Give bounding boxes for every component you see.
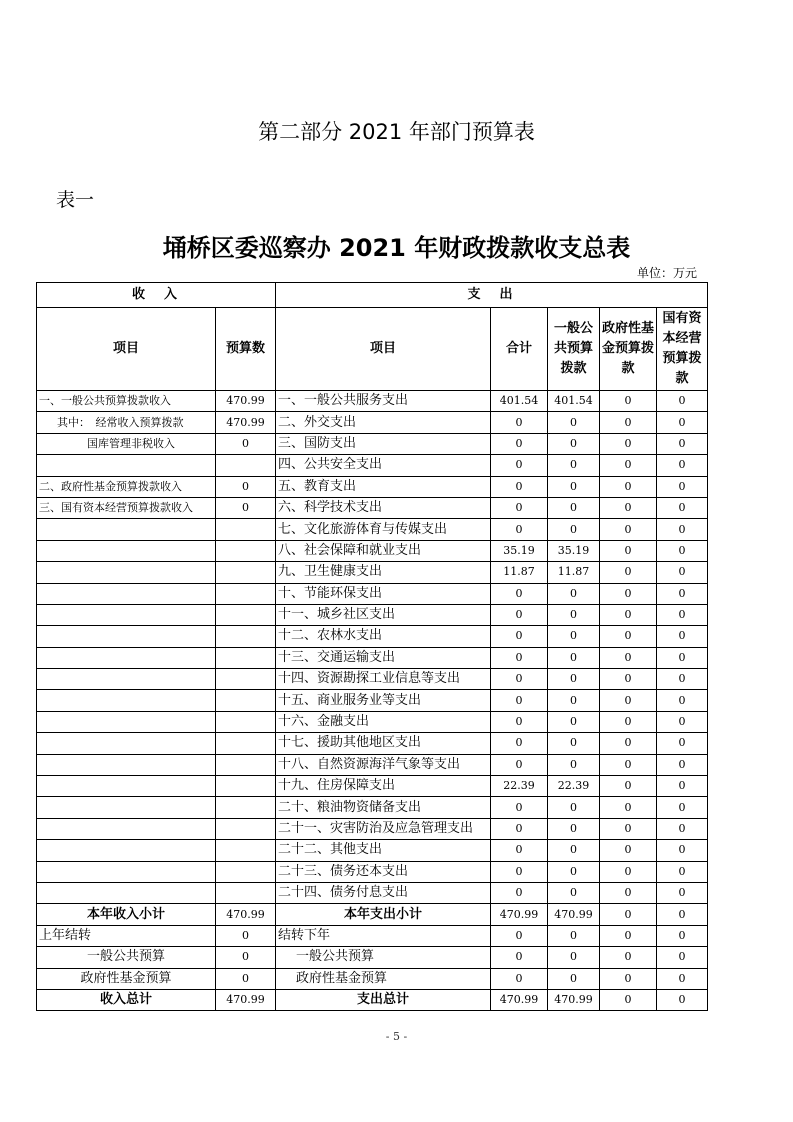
expense-total: 0 [491, 797, 548, 818]
col-total: 合计 [491, 308, 548, 391]
expense-capital: 0 [657, 562, 708, 583]
expense-general: 0 [548, 412, 600, 433]
expense-fund: 0 [600, 433, 657, 454]
expense-general: 0 [548, 733, 600, 754]
expense-subtotal-fund: 0 [600, 904, 657, 925]
expense-item: 十七、援助其他地区支出 [276, 733, 491, 754]
income-item [37, 818, 216, 839]
expense-item: 二十、粮油物资储备支出 [276, 797, 491, 818]
expense-fund: 0 [600, 733, 657, 754]
income-item [37, 754, 216, 775]
expense-capital: 0 [657, 519, 708, 540]
table-row [37, 412, 708, 433]
carry-out-fund-label: 政府性基金预算 [276, 968, 491, 989]
expense-total-general: 470.99 [548, 989, 600, 1010]
expense-total: 22.39 [491, 776, 548, 797]
table-row [37, 583, 708, 604]
expense-total: 0 [491, 412, 548, 433]
income-value [216, 690, 276, 711]
expense-capital: 0 [657, 818, 708, 839]
expense-item: 八、社会保障和就业支出 [276, 540, 491, 561]
expense-item: 七、文化旅游体育与传媒支出 [276, 519, 491, 540]
expense-total: 0 [491, 818, 548, 839]
expense-capital: 0 [657, 455, 708, 476]
carry-in-general-value: 0 [216, 947, 276, 968]
expense-capital: 0 [657, 669, 708, 690]
income-item [37, 861, 216, 882]
expense-total: 0 [491, 455, 548, 476]
carry-out-total: 0 [491, 925, 548, 946]
carry-fund-row [37, 968, 708, 989]
expense-capital: 0 [657, 626, 708, 647]
income-total-label: 收入总计 [37, 989, 216, 1010]
income-value: 0 [216, 433, 276, 454]
col-general-budget: 一般公共预算拨款 [548, 308, 600, 391]
expense-general: 11.87 [548, 562, 600, 583]
carry-out-label: 结转下年 [276, 925, 491, 946]
income-value [216, 797, 276, 818]
income-item: 一、一般公共预算拨款收入 [37, 391, 216, 412]
expense-capital: 0 [657, 540, 708, 561]
income-item: 国库管理非税收入 [37, 433, 216, 454]
income-item: 三、国有资本经营预算拨款收入 [37, 497, 216, 518]
table-row [37, 540, 708, 561]
table-row [37, 861, 708, 882]
carry-in-value: 0 [216, 925, 276, 946]
expense-total: 0 [491, 882, 548, 903]
income-item [37, 690, 216, 711]
table-row [37, 690, 708, 711]
page-number: - 5 - [385, 1030, 408, 1043]
expense-fund: 0 [600, 497, 657, 518]
expense-general: 22.39 [548, 776, 600, 797]
expense-fund: 0 [600, 840, 657, 861]
expense-total: 0 [491, 669, 548, 690]
expense-total: 0 [491, 711, 548, 732]
income-group-header: 收 入 [37, 283, 276, 308]
expense-item: 一、一般公共服务支出 [276, 391, 491, 412]
table-row [37, 562, 708, 583]
expense-capital: 0 [657, 776, 708, 797]
expense-fund: 0 [600, 626, 657, 647]
income-item [37, 882, 216, 903]
income-item: 其中： 经常收入预算拨款 [37, 412, 216, 433]
income-item [37, 604, 216, 625]
expense-item: 十五、商业服务业等支出 [276, 690, 491, 711]
expense-item: 三、国防支出 [276, 433, 491, 454]
table-row [37, 497, 708, 518]
income-value [216, 540, 276, 561]
expense-fund: 0 [600, 583, 657, 604]
expense-fund: 0 [600, 647, 657, 668]
expense-item: 二十三、债务还本支出 [276, 861, 491, 882]
expense-item: 九、卫生健康支出 [276, 562, 491, 583]
expense-total: 0 [491, 433, 548, 454]
income-value [216, 626, 276, 647]
expense-fund: 0 [600, 690, 657, 711]
carry-out-fund-general: 0 [548, 968, 600, 989]
expense-total-fund: 0 [600, 989, 657, 1010]
expense-capital: 0 [657, 690, 708, 711]
table-row [37, 754, 708, 775]
expense-total-capital: 0 [657, 989, 708, 1010]
expense-fund: 0 [600, 861, 657, 882]
expense-subtotal-capital: 0 [657, 904, 708, 925]
col-expense-item: 项目 [276, 308, 491, 391]
expense-capital: 0 [657, 647, 708, 668]
expense-general: 0 [548, 861, 600, 882]
expense-total: 0 [491, 690, 548, 711]
carry-out-general-total: 0 [491, 947, 548, 968]
expense-general: 0 [548, 690, 600, 711]
expense-capital: 0 [657, 476, 708, 497]
expense-total: 0 [491, 519, 548, 540]
expense-general: 0 [548, 455, 600, 476]
income-item [37, 562, 216, 583]
expense-fund: 0 [600, 818, 657, 839]
expense-capital: 0 [657, 733, 708, 754]
income-value: 0 [216, 497, 276, 518]
income-value [216, 882, 276, 903]
total-row [37, 989, 708, 1010]
expense-general: 0 [548, 840, 600, 861]
expense-fund: 0 [600, 797, 657, 818]
carry-in-label: 上年结转 [37, 925, 216, 946]
table-row [37, 433, 708, 454]
expense-capital: 0 [657, 391, 708, 412]
expense-capital: 0 [657, 861, 708, 882]
expense-fund: 0 [600, 519, 657, 540]
income-value [216, 455, 276, 476]
table-row [37, 626, 708, 647]
carry-general-row [37, 947, 708, 968]
carry-out-fund-fund: 0 [600, 968, 657, 989]
expense-general: 0 [548, 497, 600, 518]
income-item [37, 519, 216, 540]
table-row [37, 882, 708, 903]
expense-item: 六、科学技术支出 [276, 497, 491, 518]
carry-in-fund-value: 0 [216, 968, 276, 989]
income-value [216, 754, 276, 775]
expense-fund: 0 [600, 754, 657, 775]
expense-total: 35.19 [491, 540, 548, 561]
expense-general: 0 [548, 882, 600, 903]
expense-capital: 0 [657, 604, 708, 625]
expense-capital: 0 [657, 797, 708, 818]
expense-fund: 0 [600, 882, 657, 903]
expense-general: 0 [548, 519, 600, 540]
income-value [216, 711, 276, 732]
expense-item: 五、教育支出 [276, 476, 491, 497]
expense-item: 四、公共安全支出 [276, 455, 491, 476]
expense-item: 十九、住房保障支出 [276, 776, 491, 797]
expense-item: 十三、交通运输支出 [276, 647, 491, 668]
carry-out-fund: 0 [600, 925, 657, 946]
income-value [216, 562, 276, 583]
expense-total: 0 [491, 733, 548, 754]
income-item [37, 626, 216, 647]
expense-fund: 0 [600, 391, 657, 412]
carry-out-capital: 0 [657, 925, 708, 946]
income-value [216, 776, 276, 797]
expense-item: 十、节能环保支出 [276, 583, 491, 604]
expense-total: 0 [491, 476, 548, 497]
income-value [216, 647, 276, 668]
col-state-capital: 国有资本经营预算拨款 [657, 308, 708, 391]
income-subtotal-value: 470.99 [216, 904, 276, 925]
expense-item: 十四、资源勘探工业信息等支出 [276, 669, 491, 690]
income-item: 二、政府性基金预算拨款收入 [37, 476, 216, 497]
income-value [216, 669, 276, 690]
carry-out-general-label: 一般公共预算 [276, 947, 491, 968]
expense-capital: 0 [657, 583, 708, 604]
table-row [37, 455, 708, 476]
expense-item: 二、外交支出 [276, 412, 491, 433]
income-value [216, 818, 276, 839]
expense-capital: 0 [657, 840, 708, 861]
expense-total: 11.87 [491, 562, 548, 583]
table-row [37, 776, 708, 797]
table-label: 表一 [56, 189, 95, 211]
expense-total-total: 470.99 [491, 989, 548, 1010]
expense-item: 十八、自然资源海洋气象等支出 [276, 754, 491, 775]
carry-out-general-capital: 0 [657, 947, 708, 968]
income-item [37, 840, 216, 861]
expense-capital: 0 [657, 882, 708, 903]
carry-in-fund-label: 政府性基金预算 [37, 968, 216, 989]
income-value [216, 733, 276, 754]
income-item [37, 583, 216, 604]
table-row [37, 669, 708, 690]
table-row [37, 733, 708, 754]
income-item [37, 669, 216, 690]
carry-out-fund-capital: 0 [657, 968, 708, 989]
expense-item: 二十二、其他支出 [276, 840, 491, 861]
expense-general: 0 [548, 669, 600, 690]
expense-subtotal-general: 470.99 [548, 904, 600, 925]
expense-general: 0 [548, 583, 600, 604]
table-row [37, 476, 708, 497]
expense-total: 0 [491, 604, 548, 625]
expense-capital: 0 [657, 754, 708, 775]
unit-label: 单位：万元 [636, 266, 697, 280]
income-value [216, 519, 276, 540]
income-value [216, 840, 276, 861]
expense-total: 0 [491, 754, 548, 775]
expense-total: 0 [491, 626, 548, 647]
carry-out-general-fund: 0 [600, 947, 657, 968]
col-gov-fund: 政府性基金预算拨款 [600, 308, 657, 391]
expense-capital: 0 [657, 412, 708, 433]
expense-general: 35.19 [548, 540, 600, 561]
part-title: 第二部分 2021 年部门预算表 [258, 120, 535, 144]
expense-general: 0 [548, 433, 600, 454]
income-value: 470.99 [216, 412, 276, 433]
expense-general: 0 [548, 711, 600, 732]
expense-general: 0 [548, 797, 600, 818]
expense-item: 二十一、灾害防治及应急管理支出 [276, 818, 491, 839]
expense-fund: 0 [600, 604, 657, 625]
expense-fund: 0 [600, 455, 657, 476]
income-value: 0 [216, 476, 276, 497]
table-row [37, 519, 708, 540]
income-item [37, 647, 216, 668]
income-item [37, 776, 216, 797]
expense-item: 十二、农林水支出 [276, 626, 491, 647]
expense-general: 0 [548, 647, 600, 668]
col-income-budget: 预算数 [216, 308, 276, 391]
income-item [37, 711, 216, 732]
table-row [37, 711, 708, 732]
expense-fund: 0 [600, 476, 657, 497]
expense-general: 0 [548, 604, 600, 625]
carry-out-general-general: 0 [548, 947, 600, 968]
expense-group-header: 支 出 [276, 283, 708, 308]
carry-row [37, 925, 708, 946]
expense-fund: 0 [600, 711, 657, 732]
expense-item: 十一、城乡社区支出 [276, 604, 491, 625]
income-value [216, 583, 276, 604]
expense-fund: 0 [600, 412, 657, 433]
income-value: 470.99 [216, 391, 276, 412]
carry-in-general-label: 一般公共预算 [37, 947, 216, 968]
expense-total: 401.54 [491, 391, 548, 412]
page-title: 埇桥区委巡察办 2021 年财政拨款收支总表 [162, 234, 631, 262]
expense-fund: 0 [600, 562, 657, 583]
table-row [37, 818, 708, 839]
income-value [216, 861, 276, 882]
carry-out-general: 0 [548, 925, 600, 946]
expense-general: 0 [548, 626, 600, 647]
subtotal-row [37, 904, 708, 925]
expense-capital: 0 [657, 433, 708, 454]
expense-general: 0 [548, 754, 600, 775]
expense-general: 0 [548, 818, 600, 839]
income-item [37, 797, 216, 818]
expense-general: 401.54 [548, 391, 600, 412]
expense-total: 0 [491, 497, 548, 518]
expense-general: 0 [548, 476, 600, 497]
budget-table [36, 282, 708, 1011]
expense-total: 0 [491, 583, 548, 604]
income-subtotal-label: 本年收入小计 [37, 904, 216, 925]
expense-total: 0 [491, 861, 548, 882]
table-row [37, 604, 708, 625]
expense-subtotal-total: 470.99 [491, 904, 548, 925]
col-income-item: 项目 [37, 308, 216, 391]
carry-out-fund-total: 0 [491, 968, 548, 989]
income-value [216, 604, 276, 625]
expense-subtotal-label: 本年支出小计 [276, 904, 491, 925]
expense-capital: 0 [657, 497, 708, 518]
expense-item: 十六、金融支出 [276, 711, 491, 732]
expense-fund: 0 [600, 669, 657, 690]
expense-item: 二十四、债务付息支出 [276, 882, 491, 903]
table-row [37, 391, 708, 412]
expense-fund: 0 [600, 540, 657, 561]
table-row [37, 797, 708, 818]
expense-fund: 0 [600, 776, 657, 797]
table-row [37, 840, 708, 861]
expense-total: 0 [491, 840, 548, 861]
income-item [37, 540, 216, 561]
income-item [37, 733, 216, 754]
income-item [37, 455, 216, 476]
income-total-value: 470.99 [216, 989, 276, 1010]
expense-capital: 0 [657, 711, 708, 732]
table-row [37, 647, 708, 668]
expense-total-label: 支出总计 [276, 989, 491, 1010]
expense-total: 0 [491, 647, 548, 668]
